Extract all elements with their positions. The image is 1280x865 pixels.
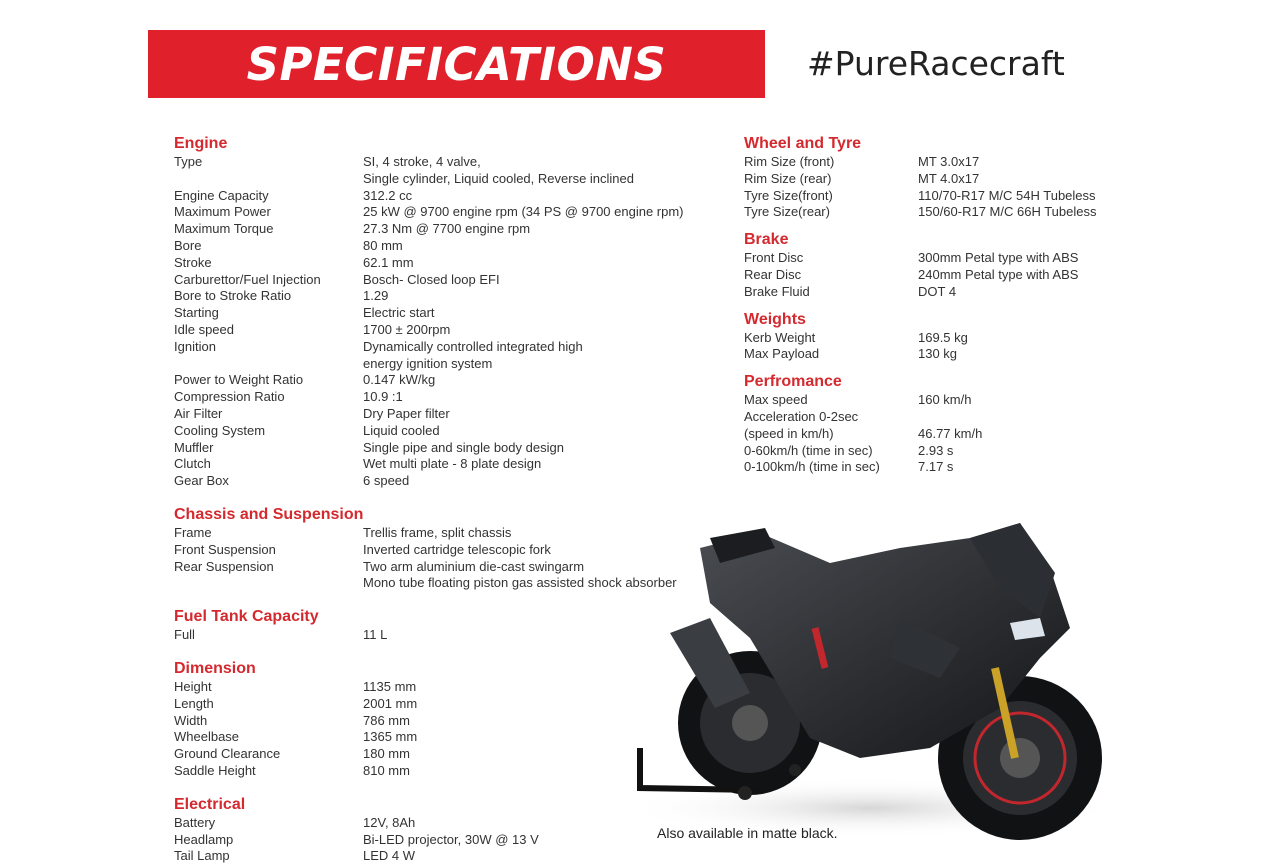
spec-label: Rim Size (rear)	[744, 170, 832, 186]
spec-label: Front Disc	[744, 250, 804, 266]
spec-label: Air Filter	[174, 405, 223, 421]
spec-label: Bore	[174, 237, 202, 253]
spec-label: Carburettor/Fuel Injection	[174, 271, 321, 287]
right-spec-column	[744, 134, 1164, 476]
spec-row	[744, 171, 1164, 188]
spec-label: Frame	[174, 524, 212, 540]
spec-value: 300mm Petal type with ABS	[918, 250, 1079, 266]
spec-row	[744, 392, 1164, 409]
spec-row	[174, 339, 714, 373]
section-title: Engine	[174, 135, 228, 152]
spec-row	[174, 305, 714, 322]
spec-row	[174, 238, 714, 255]
spec-value: 169.5 kg	[918, 329, 968, 345]
section-title: Weights	[744, 310, 806, 328]
spec-value: SI, 4 stroke, 4 valve, Single cylinder, Liquid cooled, Reverse inclined	[363, 154, 634, 186]
motorcycle-image	[600, 508, 1120, 848]
spec-label: Stroke	[174, 254, 212, 270]
spec-label: Max Payload	[744, 346, 820, 362]
spec-row	[174, 288, 714, 305]
spec-label: Engine Capacity	[174, 187, 269, 203]
spec-row	[174, 272, 714, 289]
spec-value	[918, 409, 1164, 426]
spec-label: Front Suspension	[174, 541, 276, 557]
section-title: Fuel Tank Capacity	[174, 608, 319, 626]
spec-value: 160 km/h	[918, 392, 972, 408]
spec-label: Compression Ratio	[174, 389, 285, 405]
spec-label: Rear Suspension	[174, 558, 274, 574]
spec-label: Clutch	[174, 456, 211, 472]
spec-label: Rim Size (front)	[744, 154, 835, 169]
spec-value: 810 mm	[363, 762, 410, 778]
section-title: Electrical	[174, 795, 246, 813]
spec-label: Rear Disc	[744, 266, 802, 282]
spec-label: Max speed	[744, 392, 808, 408]
spec-value: Trellis frame, split chassis	[363, 524, 512, 540]
spec-value: Inverted cartridge telescopic fork	[363, 541, 551, 557]
spec-label: Length	[174, 695, 214, 711]
spec-label: 0-60km/h (time in sec)	[744, 442, 873, 458]
spec-row	[744, 426, 1164, 443]
spec-label: Full	[174, 627, 195, 643]
spec-value: MT 3.0x17	[918, 154, 980, 169]
spec-value: 1135 mm	[363, 678, 417, 694]
spec-row	[174, 473, 714, 490]
spec-row	[174, 255, 714, 272]
spec-label: (speed in km/h)	[744, 425, 834, 441]
spec-value: 180 mm	[363, 746, 410, 762]
spec-section	[744, 230, 1164, 300]
spec-row	[744, 409, 1164, 426]
spec-label: 0-100km/h (time in sec)	[744, 459, 880, 475]
spec-label: Width	[174, 712, 208, 728]
spec-label: Starting	[174, 305, 219, 321]
spec-row	[744, 267, 1164, 284]
spec-value: 6 speed	[363, 473, 410, 489]
spec-label: Battery	[174, 814, 216, 830]
page-title: SPECIFICATIONS	[246, 37, 667, 91]
spec-value: Single pipe and single body design	[363, 439, 564, 455]
section-title: Dimension	[174, 659, 256, 677]
spec-label: Wheelbase	[174, 729, 240, 745]
spec-value: 7.17 s	[918, 459, 954, 475]
spec-row	[174, 372, 714, 389]
section-gap	[744, 363, 1164, 372]
spec-value: MT 4.0x17	[918, 170, 980, 186]
spec-value: 786 mm	[363, 712, 410, 728]
spec-value: 0.147 kW/kg	[363, 372, 436, 388]
spec-value: 1365 mm	[363, 729, 418, 745]
spec-row	[174, 188, 714, 205]
hashtag: #PureRacecraft	[807, 44, 1065, 83]
spec-label: Height	[174, 678, 212, 694]
section-gap	[744, 301, 1164, 310]
section-gap	[174, 490, 714, 505]
spec-value: 80 mm	[363, 237, 403, 253]
spec-label: Saddle Height	[174, 762, 256, 778]
spec-value: 62.1 mm	[363, 254, 414, 270]
spec-value: 27.3 Nm @ 7700 engine rpm	[363, 221, 531, 237]
spec-row	[744, 459, 1164, 476]
spec-section	[744, 134, 1164, 221]
spec-label: Bore to Stroke Ratio	[174, 288, 292, 304]
spec-section	[174, 134, 714, 490]
spec-label: Headlamp	[174, 831, 234, 847]
spec-row	[744, 250, 1164, 267]
spec-value: Wet multi plate - 8 plate design	[363, 456, 542, 472]
spec-value: Liquid cooled	[363, 422, 440, 438]
spec-row	[174, 221, 714, 238]
spec-value: 2001 mm	[363, 695, 418, 711]
spec-label: Brake Fluid	[744, 283, 810, 299]
spec-row	[744, 284, 1164, 301]
spec-section	[744, 372, 1164, 476]
spec-value: Two arm aluminium die-cast swingarm Mono tube floating piston gas assisted shock absorber	[363, 558, 677, 591]
spec-value: 11 L	[363, 627, 388, 643]
spec-row	[744, 188, 1164, 205]
section-title: Perfromance	[744, 373, 842, 391]
section-title: Wheel and Tyre	[744, 135, 862, 152]
spec-label: Tyre Size(front)	[744, 187, 833, 203]
spec-value: 150/60-R17 M/C 66H Tubeless	[918, 204, 1097, 220]
spec-value: 1700 ± 200rpm	[363, 321, 451, 337]
section-title: Brake	[744, 231, 789, 249]
spec-label: Type	[174, 154, 203, 169]
spec-value: 12V, 8Ah	[363, 814, 416, 830]
spec-row	[174, 204, 714, 221]
spec-label: Maximum Power	[174, 204, 271, 220]
spec-row	[174, 423, 714, 440]
spec-row	[744, 330, 1164, 347]
spec-row	[174, 456, 714, 473]
spec-value: 25 kW @ 9700 engine rpm (34 PS @ 9700 engine rpm)	[363, 204, 684, 220]
spec-row	[744, 204, 1164, 221]
spec-value: 312.2 cc	[363, 187, 413, 203]
spec-value: 110/70-R17 M/C 54H Tubeless	[918, 187, 1096, 203]
spec-label: Acceleration 0-2sec	[744, 408, 859, 424]
spec-label: Kerb Weight	[744, 329, 816, 345]
spec-value: DOT 4	[918, 283, 957, 299]
spec-row	[174, 322, 714, 339]
spec-row	[174, 406, 714, 423]
spec-value: Dynamically controlled integrated high energy ignition system	[363, 338, 583, 371]
spec-value: 2.93 s	[918, 442, 954, 458]
spec-value: 130 kg	[918, 346, 958, 362]
spec-row	[174, 154, 714, 188]
spec-label: Cooling System	[174, 422, 266, 438]
section-gap	[744, 221, 1164, 230]
spec-value: 1.29	[363, 288, 389, 304]
spec-row	[744, 443, 1164, 460]
spec-value: Electric start	[363, 305, 435, 321]
caption: Also available in matte black.	[657, 825, 838, 841]
spec-label: Tail Lamp	[174, 848, 230, 864]
spec-label: Ground Clearance	[174, 746, 281, 762]
spec-row	[174, 389, 714, 406]
spec-label: Gear Box	[174, 473, 229, 489]
spec-value: Bi-LED projector, 30W @ 13 V	[363, 831, 539, 847]
spec-section	[744, 310, 1164, 364]
spec-row	[744, 346, 1164, 363]
spec-label: Maximum Torque	[174, 221, 274, 237]
spec-value: Dry Paper filter	[363, 405, 450, 421]
spec-label: Power to Weight Ratio	[174, 372, 304, 388]
spec-value: 46.77 km/h	[918, 425, 983, 441]
spec-label: Ignition	[174, 338, 216, 354]
spec-value: 240mm Petal type with ABS	[918, 266, 1079, 282]
specifications-banner	[148, 30, 765, 98]
spec-row	[174, 848, 714, 865]
spec-value: 10.9 :1	[363, 389, 403, 405]
spec-value: LED 4 W	[363, 848, 416, 864]
spec-row	[174, 440, 714, 457]
spec-label: Idle speed	[174, 321, 234, 337]
spec-row	[744, 154, 1164, 171]
spec-label: Muffler	[174, 439, 214, 455]
spec-label: Tyre Size(rear)	[744, 204, 830, 220]
spec-value: Bosch- Closed loop EFI	[363, 271, 500, 287]
section-title: Chassis and Suspension	[174, 505, 364, 523]
